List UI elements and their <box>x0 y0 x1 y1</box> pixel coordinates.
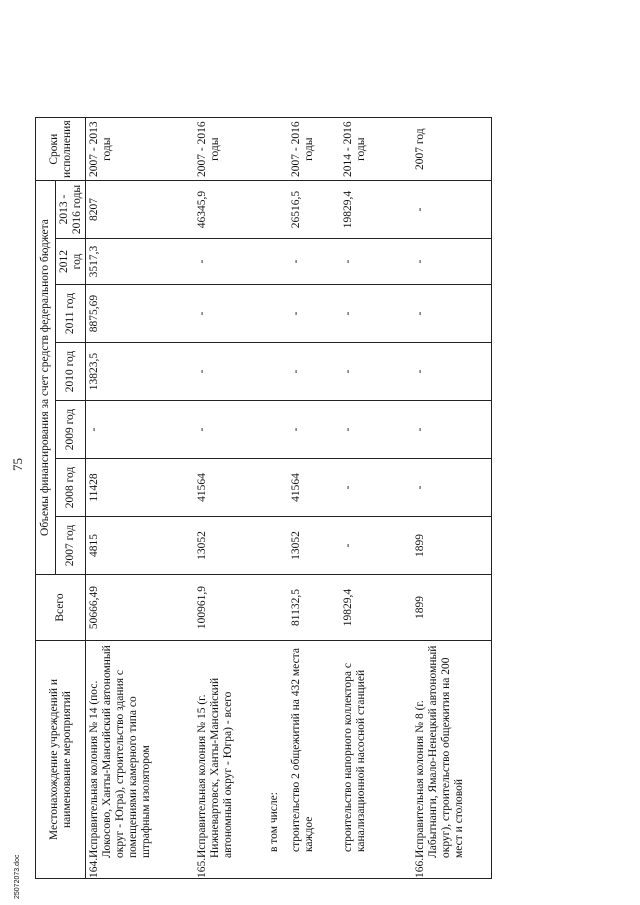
header-deadline: Сроки исполнения <box>36 118 86 181</box>
cell-y2008: 41564 <box>288 459 340 517</box>
cell-y2009: - <box>288 401 340 459</box>
row-number: 166. <box>413 857 426 878</box>
cell-y2013: 8207 <box>86 181 194 239</box>
row-name: Исправительная колония № 14 (пос. Локосово, Ханты-Мансийский автономный округ - Югра), строительство здания с помещениями камерного типа со штрафным изолятором <box>88 645 152 858</box>
cell-y2013: 26516,5 <box>288 181 340 239</box>
row-name: Исправительная колония № 15 (г. Нижневартовск, Ханты-Мансийский автономный округ - Югра) - всего <box>195 677 234 858</box>
cell-y2012: - <box>340 239 412 285</box>
table-row <box>288 118 340 879</box>
table-row <box>194 118 266 879</box>
cell-name <box>194 641 266 879</box>
table-row <box>412 118 492 879</box>
header-year: 2012 год <box>56 239 86 285</box>
row-name: строительство напорного коллектора с канализационной насосной станцией <box>341 663 367 852</box>
cell-y2011: - <box>288 285 340 343</box>
footer-code: 25072073.doc <box>14 854 21 899</box>
header-year: 2010 год <box>56 343 86 401</box>
page-number: 75 <box>10 458 25 471</box>
cell-y2009: - <box>194 401 266 459</box>
header-total: Всего <box>36 575 86 641</box>
cell-y2013: - <box>412 181 492 239</box>
cell-y2012: - <box>288 239 340 285</box>
header-location: Местонахождение учреждений и наименование мероприятий <box>36 641 86 879</box>
cell-y2008: - <box>412 459 492 517</box>
funding-table <box>35 117 492 879</box>
cell-y2008: - <box>340 459 412 517</box>
cell-y2010: - <box>288 343 340 401</box>
row-name: Исправительная колония № 8 (г. Лабытнанги, Ямало-Ненецкий автономный округ), строительство общежития на 200 мест и столовой <box>413 645 465 858</box>
cell-deadline: 2014 - 2016 годы <box>340 118 412 181</box>
row-name: в том числе: <box>267 792 280 852</box>
table-row <box>86 118 194 879</box>
cell-y2011 <box>266 285 288 343</box>
cell-name <box>288 641 340 879</box>
cell-y2008: 11428 <box>86 459 194 517</box>
cell-y2013 <box>266 181 288 239</box>
cell-y2010: 13823,5 <box>86 343 194 401</box>
header-year: 2007 год <box>56 517 86 575</box>
table-row <box>340 118 412 879</box>
cell-y2011: - <box>412 285 492 343</box>
cell-y2010 <box>266 343 288 401</box>
cell-total: 1899 <box>412 575 492 641</box>
cell-y2007: 13052 <box>288 517 340 575</box>
cell-y2011: - <box>194 285 266 343</box>
cell-y2009: - <box>86 401 194 459</box>
cell-y2007 <box>266 517 288 575</box>
cell-y2007: 4815 <box>86 517 194 575</box>
cell-deadline <box>266 118 288 181</box>
cell-deadline: 2007 - 2013 годы <box>86 118 194 181</box>
cell-total <box>266 575 288 641</box>
cell-deadline: 2007 - 2016 годы <box>288 118 340 181</box>
row-number: 164. <box>88 857 100 878</box>
cell-name <box>266 641 288 879</box>
cell-y2008: 41564 <box>194 459 266 517</box>
cell-y2009 <box>266 401 288 459</box>
cell-name <box>412 641 492 879</box>
cell-y2012: - <box>194 239 266 285</box>
cell-y2013: 19829,4 <box>340 181 412 239</box>
cell-y2012 <box>266 239 288 285</box>
row-number: 165. <box>195 857 208 878</box>
cell-total: 19829,4 <box>340 575 412 641</box>
cell-y2010: - <box>340 343 412 401</box>
cell-name <box>86 641 194 879</box>
cell-y2010: - <box>412 343 492 401</box>
cell-y2011: - <box>340 285 412 343</box>
cell-y2007: - <box>340 517 412 575</box>
header-year: 2009 год <box>56 401 86 459</box>
cell-y2012: 3517,3 <box>86 239 194 285</box>
header-year: 2013 - 2016 годы <box>56 181 86 239</box>
cell-y2008 <box>266 459 288 517</box>
header-year: 2011 год <box>56 285 86 343</box>
cell-y2012: - <box>412 239 492 285</box>
cell-total: 81132,5 <box>288 575 340 641</box>
row-name: строительство 2 общежитий на 432 места каждое <box>289 648 315 852</box>
cell-y2011: 8875,69 <box>86 285 194 343</box>
cell-y2009: - <box>412 401 492 459</box>
cell-y2007: 13052 <box>194 517 266 575</box>
cell-y2007: 1899 <box>412 517 492 575</box>
cell-total: 100961,9 <box>194 575 266 641</box>
table-row <box>266 118 288 879</box>
cell-deadline: 2007 год <box>412 118 492 181</box>
header-year: 2008 год <box>56 459 86 517</box>
header-funding-group: Объемы финансирования за счет средств федерального бюджета <box>36 181 56 575</box>
cell-name <box>340 641 412 879</box>
cell-y2009: - <box>340 401 412 459</box>
cell-total: 50666,49 <box>86 575 194 641</box>
table-body <box>86 118 492 879</box>
cell-deadline: 2007 - 2016 годы <box>194 118 266 181</box>
cell-y2010: - <box>194 343 266 401</box>
cell-y2013: 46345,9 <box>194 181 266 239</box>
